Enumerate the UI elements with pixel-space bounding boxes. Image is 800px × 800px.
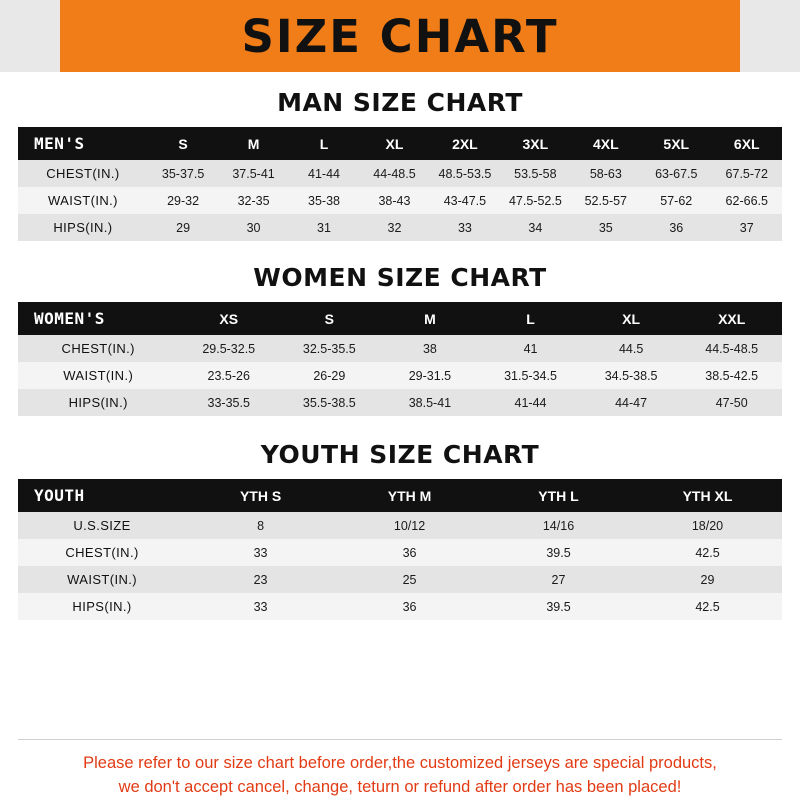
row-header: HIPS(IN.) <box>18 389 178 416</box>
column-header: M <box>218 127 288 160</box>
column-header: YTH XL <box>633 479 782 512</box>
column-header: XS <box>178 302 279 335</box>
cell: 47.5-52.5 <box>500 187 570 214</box>
row-header: WAIST(IN.) <box>18 566 186 593</box>
table-header-row <box>18 302 782 335</box>
column-header: XXL <box>681 302 782 335</box>
cell: 44-47 <box>581 389 682 416</box>
cell: 41-44 <box>480 389 581 416</box>
cell: 35.5-38.5 <box>279 389 380 416</box>
column-header: M <box>380 302 481 335</box>
column-header: XL <box>581 302 682 335</box>
row-header: U.S.SIZE <box>18 512 186 539</box>
cell: 62-66.5 <box>712 187 783 214</box>
cell: 23.5-26 <box>178 362 279 389</box>
men-size-table <box>18 127 782 241</box>
men-section-title: MAN SIZE CHART <box>277 88 523 117</box>
table-row <box>18 566 782 593</box>
cell: 29 <box>633 566 782 593</box>
cell: 52.5-57 <box>571 187 641 214</box>
note-line-2: we don't accept cancel, change, teturn or refund after order has been placed! <box>118 778 682 797</box>
cell: 44.5-48.5 <box>681 335 782 362</box>
row-header: WAIST(IN.) <box>18 187 148 214</box>
youth-size-table <box>18 479 782 620</box>
cell: 38 <box>380 335 481 362</box>
women-size-table <box>18 302 782 416</box>
cell: 33 <box>430 214 500 241</box>
cell: 31.5-34.5 <box>480 362 581 389</box>
page-header <box>0 0 800 72</box>
cell: 42.5 <box>633 539 782 566</box>
cell: 42.5 <box>633 593 782 620</box>
cell: 33-35.5 <box>178 389 279 416</box>
table-row <box>18 593 782 620</box>
column-header: MEN'S <box>18 127 148 160</box>
cell: 32-35 <box>218 187 288 214</box>
table-row <box>18 512 782 539</box>
column-header: 3XL <box>500 127 570 160</box>
column-header: 5XL <box>641 127 711 160</box>
cell: 18/20 <box>633 512 782 539</box>
row-header: CHEST(IN.) <box>18 335 178 362</box>
cell: 36 <box>335 539 484 566</box>
cell: 26-29 <box>279 362 380 389</box>
table-header-row <box>18 479 782 512</box>
column-header: 6XL <box>712 127 783 160</box>
cell: 8 <box>186 512 335 539</box>
cell: 32.5-35.5 <box>279 335 380 362</box>
cell: 39.5 <box>484 593 633 620</box>
table-row <box>18 539 782 566</box>
cell: 57-62 <box>641 187 711 214</box>
table-row <box>18 335 782 362</box>
cell: 29-32 <box>148 187 218 214</box>
cell: 37 <box>712 214 783 241</box>
cell: 23 <box>186 566 335 593</box>
cell: 35-38 <box>289 187 359 214</box>
cell: 63-67.5 <box>641 160 711 187</box>
cell: 38.5-42.5 <box>681 362 782 389</box>
order-policy-note <box>18 739 782 800</box>
column-header: 4XL <box>571 127 641 160</box>
cell: 34 <box>500 214 570 241</box>
column-header: 2XL <box>430 127 500 160</box>
youth-section-title: YOUTH SIZE CHART <box>260 440 540 469</box>
cell: 39.5 <box>484 539 633 566</box>
table-row <box>18 187 782 214</box>
column-header: S <box>148 127 218 160</box>
cell: 29 <box>148 214 218 241</box>
cell: 25 <box>335 566 484 593</box>
row-header: HIPS(IN.) <box>18 593 186 620</box>
cell: 44.5 <box>581 335 682 362</box>
cell: 38.5-41 <box>380 389 481 416</box>
column-header: YTH M <box>335 479 484 512</box>
cell: 41 <box>480 335 581 362</box>
column-header: YTH L <box>484 479 633 512</box>
cell: 47-50 <box>681 389 782 416</box>
cell: 41-44 <box>289 160 359 187</box>
women-section-title: WOMEN SIZE CHART <box>253 263 547 292</box>
column-header: L <box>289 127 359 160</box>
cell: 34.5-38.5 <box>581 362 682 389</box>
row-header: CHEST(IN.) <box>18 160 148 187</box>
chart-content <box>0 72 800 725</box>
column-header: S <box>279 302 380 335</box>
cell: 33 <box>186 539 335 566</box>
cell: 67.5-72 <box>712 160 783 187</box>
table-row <box>18 160 782 187</box>
cell: 36 <box>641 214 711 241</box>
cell: 32 <box>359 214 429 241</box>
table-row <box>18 389 782 416</box>
column-header: YTH S <box>186 479 335 512</box>
cell: 27 <box>484 566 633 593</box>
cell: 53.5-58 <box>500 160 570 187</box>
cell: 31 <box>289 214 359 241</box>
cell: 48.5-53.5 <box>430 160 500 187</box>
page-title: SIZE CHART <box>241 9 559 63</box>
row-header: WAIST(IN.) <box>18 362 178 389</box>
cell: 43-47.5 <box>430 187 500 214</box>
cell: 58-63 <box>571 160 641 187</box>
cell: 14/16 <box>484 512 633 539</box>
cell: 30 <box>218 214 288 241</box>
cell: 29.5-32.5 <box>178 335 279 362</box>
cell: 10/12 <box>335 512 484 539</box>
column-header: L <box>480 302 581 335</box>
table-row <box>18 214 782 241</box>
row-header: HIPS(IN.) <box>18 214 148 241</box>
cell: 33 <box>186 593 335 620</box>
cell: 35-37.5 <box>148 160 218 187</box>
column-header: WOMEN'S <box>18 302 178 335</box>
column-header: YOUTH <box>18 479 186 512</box>
cell: 35 <box>571 214 641 241</box>
cell: 37.5-41 <box>218 160 288 187</box>
cell: 44-48.5 <box>359 160 429 187</box>
row-header: CHEST(IN.) <box>18 539 186 566</box>
table-header-row <box>18 127 782 160</box>
column-header: XL <box>359 127 429 160</box>
table-row <box>18 362 782 389</box>
cell: 36 <box>335 593 484 620</box>
cell: 29-31.5 <box>380 362 481 389</box>
note-line-1: Please refer to our size chart before order,the customized jerseys are special products, <box>83 754 717 773</box>
cell: 38-43 <box>359 187 429 214</box>
